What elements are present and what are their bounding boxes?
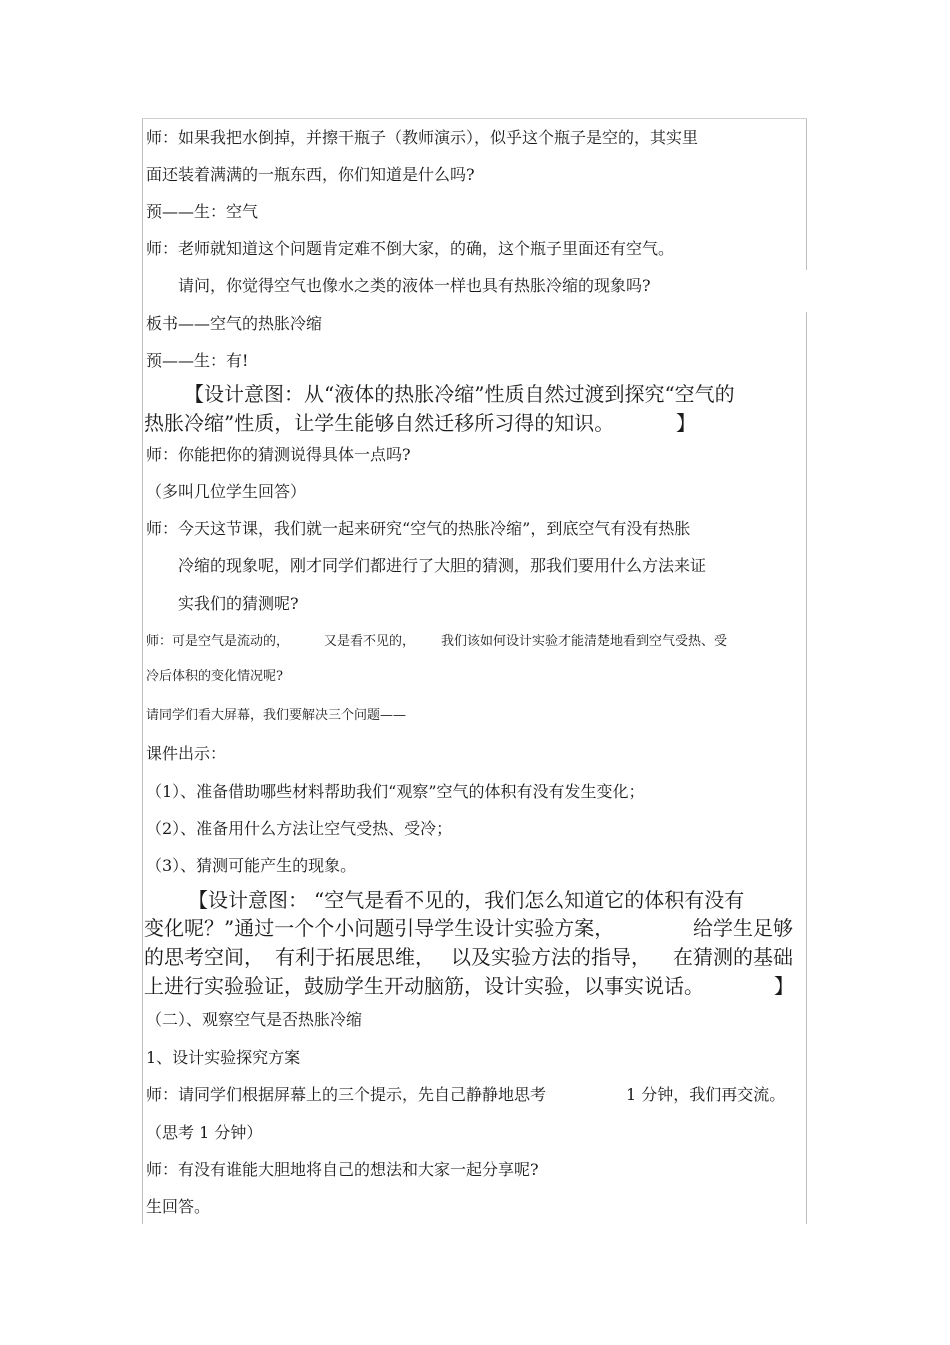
line-courseware: 课件出示： [146, 744, 227, 763]
line-today-lesson-2: 冷缩的现象呢，刚才同学们都进行了大胆的猜测，那我们要用什么方法来证 [178, 556, 707, 575]
design-intent-2-line-3c: 以及实验方法的指导， [451, 945, 651, 969]
line-teacher-pour-water: 师：如果我把水倒掉，并擦干瓶子（教师演示），似乎这个瓶子是空的，其实里 [146, 128, 699, 147]
question-1: （1）、准备借助哪些材料帮助我们“观察”空气的体积有没有发生变化； [146, 782, 645, 801]
design-intent-2-line-1: “空气是看不见的，我们怎么知道它的体积有没有 [314, 888, 745, 912]
design-intent-2-line-3b: 有利于拓展思维， [275, 945, 435, 969]
line-student-air: 预——生：空气 [146, 202, 259, 221]
section-design-experiment: 1、设计实验探究方案 [146, 1048, 301, 1067]
design-intent-2-line-3d: 在猜测的基础 [673, 945, 793, 969]
design-intent-1-line-1: 【设计意图：从“液体的热胀冷缩”性质自然过渡到探究“空气的 [184, 382, 735, 406]
right-border-line-top [806, 118, 807, 270]
line-air-invisible-b: 又是看不见的， [324, 634, 416, 649]
line-teacher-air-in-bottle: 师：老师就知道这个问题肯定难不倒大家，的确，这个瓶子里面还有空气。 [146, 239, 675, 258]
design-intent-2-line-2b: 给学生足够 [693, 916, 793, 940]
line-student-answers: 生回答。 [146, 1197, 211, 1216]
line-think-prompt-a: 师：请同学们根据屏幕上的三个提示，先自己静静地思考 [146, 1085, 547, 1104]
right-border-line-bottom [806, 312, 807, 1224]
design-intent-1-close-bracket: 】 [676, 411, 696, 435]
design-intent-2-close-bracket: 】 [774, 974, 794, 998]
line-bottle-question: 面还装着满满的一瓶东西，你们知道是什么吗? [146, 165, 475, 184]
line-three-questions: 请同学们看大屏幕，我们要解决三个问题—— [146, 708, 407, 723]
top-border-line [142, 118, 807, 119]
line-call-students: （多叫几位学生回答） [146, 482, 307, 501]
line-think-prompt-b: 1 分钟，我们再交流。 [626, 1085, 786, 1104]
design-intent-2-line-3a: 的思考空间， [144, 945, 264, 969]
design-intent-1-line-2: 热胀冷缩”性质，让学生能够自然迁移所习得的知识。 [144, 411, 615, 435]
line-air-invisible-a: 师：可是空气是流动的， [146, 634, 290, 649]
line-think-one-minute: （思考 1 分钟） [146, 1123, 263, 1142]
design-intent-2-label: 【设计意图： [188, 888, 308, 912]
design-intent-2-line-4: 上进行实验验证，鼓励学生开动脑筋，设计实验，以事实说话。 [144, 974, 704, 998]
line-share-ideas: 师：有没有谁能大胆地将自己的想法和大家一起分享呢? [146, 1160, 539, 1179]
line-question-expansion: 请问，你觉得空气也像水之类的液体一样也具有热胀冷缩的现象吗? [178, 276, 651, 295]
question-3: （3）、猜测可能产生的现象。 [146, 856, 357, 875]
line-blackboard-title: 板书——空气的热胀冷缩 [146, 314, 323, 333]
line-today-lesson-3: 实我们的猜测呢? [178, 594, 299, 613]
line-volume-change: 冷后体积的变化情况呢? [146, 669, 283, 684]
section-observe-air: （二）、观察空气是否热胀冷缩 [146, 1010, 363, 1029]
left-border-line [142, 118, 143, 1224]
design-intent-2-line-2a: 变化呢？”通过一个个小问题引导学生设计实验方案， [144, 916, 615, 940]
question-2: （2）、准备用什么方法让空气受热、受冷； [146, 819, 453, 838]
line-be-specific: 师：你能把你的猜测说得具体一点吗? [146, 445, 411, 464]
line-student-yes: 预——生：有! [146, 351, 249, 370]
line-air-invisible-c: 我们该如何设计实验才能清楚地看到空气受热、受 [441, 634, 728, 649]
line-today-lesson-1: 师：今天这节课，我们就一起来研究“空气的热胀冷缩”，到底空气有没有热胀 [146, 519, 691, 538]
